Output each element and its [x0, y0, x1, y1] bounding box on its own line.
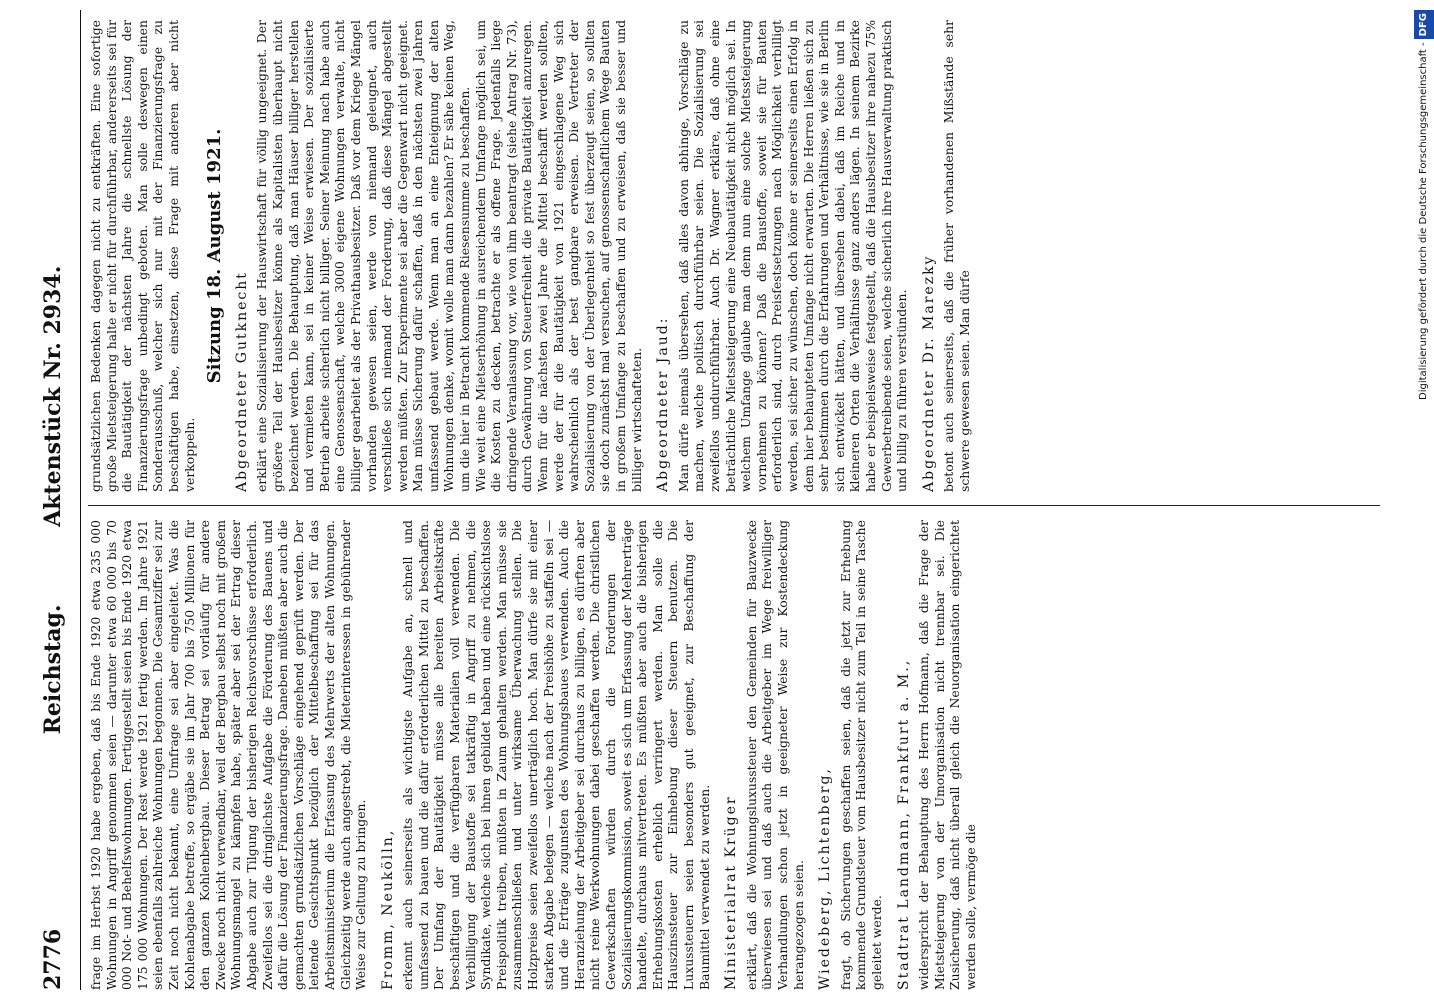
paragraph: erklärt, daß die Wohnungsluxussteuer den Gemeinden für Bauzwecke überwiesen sei und daß auch die Arbeitgeber im Wege freiwilliger Verhandlungen schon jetzt in geeigneter Weise zur Kostendeckung herangezogen seien.: [743, 520, 806, 990]
paragraph: frage im Herbst 1920 habe ergeben, daß bis Ende 1920 etwa 235 000 Wohnungen in Angriff genommen seien — darunter etwa 60 000 bis 70 000 Not- und Behelfswohnungen. Fertiggestellt seien bis Ende 1920 etwa 175 000 Wohnungen. Der Rest werde 1921 fertig werden. Im Jahre 1921 seien ebenfalls zahlreiche Wohnungen begonnen. Die Gesamtziffer sei zur Zeit noch nicht bekannt, eine Umfrage sei aber eingeleitet. Was die Kohlenabgabe betreffe, so ergäbe sie im Jahr 700 bis 750 Millionen für den ganzen Kohlenbergbau. Dieser Betrag sei vorläufig für andere Zwecke noch nicht verwendbar, weil der Bergbau selbst noch mit großem Wohnungsmangel zu kämpfen habe, später aber sei der Ertrag dieser Abgabe auch zur Tilgung der bisherigen Reichsvorschüsse erforderlich. Zweifellos sei die dringlichste Aufgabe die Förderung des Bauens und dafür die Lösung der Finanzierungsfrage. Daneben müßten aber auch die gemachten grundsätzlichen Vorschläge eingehend geprüft werden. Der leitende Gesichtspunkt bezüglich der Mittelbeschaffung sei für das Arbeitsministerium die Erfassung des Mehrwerts der alten Wohnungen. Gleichzeitig werde auch angestrebt, die Mieterinteressen in gebührender Weise zur Geltung zu bringen.: [88, 520, 369, 990]
speaker-name: Abgeordneter Jaud:: [655, 316, 672, 492]
publisher-title: Reichstag.: [40, 604, 66, 735]
dfg-logo: DFG: [1414, 10, 1434, 39]
digitization-credit: [1414, 10, 1434, 990]
left-column: [88, 520, 1380, 990]
paragraph: widerspricht der Behauptung des Herrn Hofmann, daß die Frage der Mietsteigerung von der Umorganisation nicht trennbar sei. Die Zusicherung, daß nicht überall gleich die Neuorganisation eingerichtet werden solle, vermöge die: [916, 520, 978, 990]
paragraph: betont auch seinerseits, daß die früher vorhandenen Mißstände sehr schwere gewesen seien. Man dürfe: [941, 20, 972, 492]
speaker-name: Wiedeberg, Lichtenberg,: [817, 767, 834, 990]
document-number: Aktenstück Nr. 2934.: [40, 265, 66, 527]
paragraph: Wie weit eine Mietserhöhung in ausreichendem Umfange möglich sei, um die Kosten zu decken, betrachte er als offene Frage. Jedenfalls liege dringende Veranlassung vor, wie von ihm beantragt (siehe Antrag Nr. 73), durch Gewährung von Steuerfreiheit die private Bautätigkeit anzuregen. Wenn für die nächsten zwei Jahre die Mittel beschafft werden sollten, werde der für die Bautätigkeit von 1921 eingeschlagene Weg sich wahrscheinlich als der best gangbare erweisen. Die Vertreter der Sozialisierung von der Überlegenheit so fest überzeugt seien, so sollten sie doch zunächst mal versuchen, auf genossenschaftlichem Wege Bauten in großem Umfange zu beschaffen und zu erweisen, daß sie besser und billiger wirtschafteten.: [472, 20, 644, 492]
speaker-name: Fromm, Neukölln,: [379, 828, 396, 990]
text-columns: [88, 10, 1380, 990]
session-heading: Sitzung 18. August 1921.: [204, 128, 226, 384]
paragraph: erklärt eine Sozialisierung der Hauswirtschaft für völlig ungeeignet. Der größere Teil der Hausbesitzer könne als Kapitalisten überhaupt nicht bezeichnet werden. Die Behauptung, daß man Häuser billiger herstellen und vermieten kann, sei in keiner Weise erwiesen. Der sozialisierte Betrieb arbeite sicherlich nicht billiger. Seiner Meinung nach habe auch eine Genossenschaft, welche 3000 eigene Wohnungen verwalte, nicht billiger gearbeitet als der Privathausbesitzer. Daß vor dem Kriege Mängel vorhanden gewesen seien, werde von niemand geleugnet, auch verschließe sich niemand der Forderung, daß diese Mängel abgestellt werden müßten. Zur Experimente sei aber die Gegenwart nicht geeignet. Man müsse Sicherung dafür schaffen, daß in den nächsten zwei Jahren umfassend gebaut werde. Wenn man an eine Enteignung der alten Wohnungen denke, womit wolle man dann bezahlen? Er sähe keinen Weg, um die hier in Betracht kommende Riesensumme zu beschaffen.: [254, 20, 473, 492]
column-divider: [88, 505, 1380, 506]
page-header: [40, 10, 81, 990]
paragraph: Man dürfe niemals übersehen, daß alles davon abhinge, Vorschläge zu machen, welche politisch durchführbar seien. Die Sozialisierung sei zweifellos undurchführbar. Auch Dr. Wagner erkläre, daß ohne eine beträchtliche Mietssteigerung eine Neubautätigkeit nicht möglich sei. In welchem Umfange glaube man denn nun eine solche Mietssteigerung vornehmen zu können? Daß die Baustoffe, soweit sie für Bauten erforderlich sind, durch Preisfestsetzungen nach Möglichkeit verbilligt werden, sei sicher zu wünschen, doch könne er seinerseits einen Erfolg in dem hier behaupteten Umfange nicht erwarten. Die Herren ließen sich zu sehr bestimmen durch die Erfahrungen und Verhältnisse, wie sie in Berlin sich entwickelt hätten, und übersehen dabei, daß im Reiche und in kleineren Orten die Verhältnisse ganz anders lägen. In seinem Bezirke habe er beispielsweise festgestellt, daß die Hausbesitzer ihre nahezu 75% Gewerbetreibende seien, welche sicherlich ihre Hausverwaltung praktisch und billig zu führen verstünden.: [675, 20, 910, 492]
speaker-name: Abgeordneter Gutknecht: [233, 271, 250, 492]
speaker-name: Abgeordneter Dr. Marezky: [920, 254, 937, 492]
page-number: 2776: [40, 928, 66, 990]
document-page: [40, 10, 1380, 990]
paragraph: fragt, ob Sicherungen geschaffen seien, daß die jetzt zur Erhebung kommende Grundsteuer vom Hausbesitzer nicht zum Teil in seine Tasche geleitet werde.: [837, 520, 884, 990]
right-column: [88, 20, 1380, 492]
speaker-name: Ministerialrat Krüger: [723, 795, 740, 990]
running-title: [40, 10, 66, 990]
credit-text: Digitalisierung gefördert durch die Deutsche Forschungsgemeinschaft -: [1418, 42, 1429, 400]
speaker-name: Stadtrat Landmann, Frankfurt a. M.,: [895, 658, 912, 990]
paragraph: grundsätzlichen Bedenken dagegen nicht zu entkräften. Eine sofortige große Mietsteigerung halte er nicht für durchführbar, andererseits sei für die Bautätigkeit der nächsten Jahre die schnellste Lösung der Finanzierungsfrage unbedingt geboten. Man solle deswegen einen Sonderausschuß, welcher sich nur mit der Finanzierungsfrage zu beschäftigen habe, einsetzen, diese Frage mit anderen aber nicht verkoppeln.: [88, 20, 197, 492]
paragraph: erkennt auch seinerseits als wichtigste Aufgabe an, schnell und umfassend zu bauen und die dafür erforderlichen Mittel zu beschaffen. Der Umfang der Bautätigkeit müsse alle bereiten Arbeitskräfte beschäftigen und die verfügbaren Materialien voll verwenden. Die Verbilligung der Baustoffe sei tatkräftig in Angriff zu nehmen, die Syndikate, welche sich bei ihnen gebildet haben und eine rücksichtslose Preispolitik treiben, müßten in Zaum gehalten werden. Man müsse sie zusammenschließen und unter wirksame Überwachung stellen. Die Holzpreise seien zweifellos unerträglich hoch. Man dürfe sie mit einer starken Abgabe belegen — welche nach der Preishöhe zu staffeln sei — und die Erträge zugunsten des Wohnungsbaues verwenden. Auch die Heranziehung der Arbeitgeber sei durchaus zu billigen, es dürften aber nicht reine Werkwohnungen dabei geschaffen werden. Die christlichen Gewerkschaften würden durch die Forderungen der Sozialisierungskommission, soweit es sich um Erfassung der Mehrerträge handelte, durchaus mitvertreten. Es müßten aber auch die bisherigen Erhebungskosten erheblich verringert werden. Man solle die Hauszinssteuer zur Einhebung dieser Steuern benutzen. Die Luxussteuern seien besonders gut geeignet, zur Beschaffung der Baumittel verwendet zu werden.: [400, 520, 712, 990]
